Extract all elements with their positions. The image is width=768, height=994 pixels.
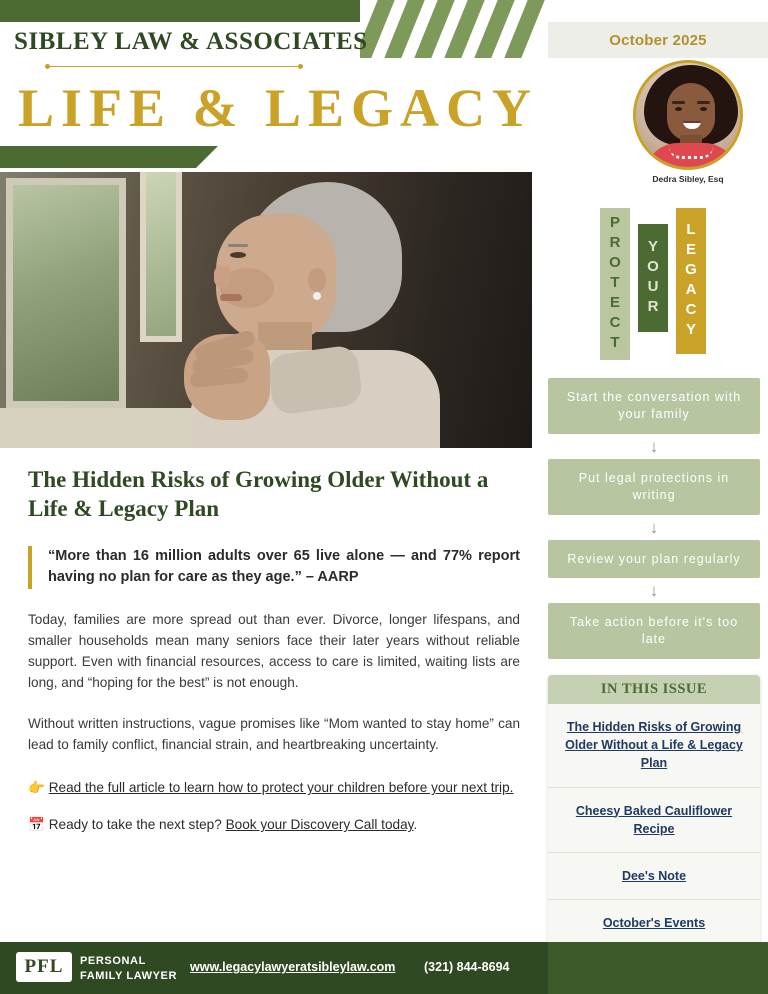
senior-woman-illustration (150, 182, 480, 448)
arrow-down-icon-1: ↓ (649, 436, 659, 456)
issue-item-label: October's Events (602, 915, 706, 930)
pfl-logo-subtitle (80, 954, 177, 984)
issue-item[interactable] (548, 788, 760, 853)
footer-phone[interactable]: (321) 844-8694 (424, 960, 510, 974)
masthead-diagonal-stripes (360, 0, 550, 58)
article-pullquote: “More than 16 million adults over 65 live alone — and 77% report having no plan for care as they age.” – AARP (28, 546, 520, 590)
step-1: Start the conversation with your family (548, 378, 760, 434)
avatar (633, 60, 743, 170)
calendar-icon: 📅 (28, 817, 45, 833)
window-shape (6, 178, 126, 408)
attorney-headshot-block (633, 60, 743, 182)
right-rail (548, 200, 760, 946)
footer (0, 942, 768, 994)
masthead-green-bar-bottom (0, 146, 196, 168)
hero-photo (0, 172, 532, 448)
masthead-green-bar-top (0, 0, 360, 22)
read-full-article-link[interactable]: Read the full article to learn how to protect your children before your next trip. (48, 780, 514, 796)
issue-item-label: Dee's Note (621, 868, 687, 883)
article-headline: The Hidden Risks of Growing Older Without a Life & Legacy Plan (28, 467, 489, 521)
footer-accent-panel (548, 942, 768, 994)
issue-item[interactable] (548, 853, 760, 900)
main-article (28, 466, 520, 833)
arrow-down-icon-3: ↓ (649, 581, 659, 601)
pfl-subtitle-line-1: PERSONAL (80, 955, 146, 967)
arrow-down-icon-2: ↓ (649, 517, 659, 537)
vertical-word-blocks (548, 200, 760, 360)
vertical-word-protect: PROTECT (600, 208, 630, 360)
step-3: Review your plan regularly (548, 540, 760, 579)
pfl-logo: PFL (16, 952, 72, 982)
article-paragraph-2: Without written instructions, vague promises like “Mom wanted to stay home” can lead to family conflict, financial strain, and heartbreaking uncertainty. (28, 716, 520, 753)
article-cta-1 (28, 777, 520, 799)
issue-item-label: Cheesy Baked Cauliflower Recipe (575, 803, 733, 836)
newsletter-title: LIFE & LEGACY (18, 78, 539, 138)
decorative-rule (48, 66, 300, 67)
discovery-call-prefix: Ready to take the next step? (48, 817, 226, 833)
vertical-word-legacy: LEGACY (676, 208, 706, 354)
in-this-issue-heading: IN THIS ISSUE (548, 675, 760, 704)
step-4: Take action before it's too late (548, 603, 760, 659)
footer-website-link[interactable]: www.legacylawyeratsibleylaw.com (190, 960, 396, 974)
in-this-issue-box (548, 675, 760, 946)
issue-item[interactable] (548, 900, 760, 946)
pointing-hand-icon: 👉 (28, 780, 45, 796)
article-paragraph-1: Today, families are more spread out than ever. Divorce, longer lifespans, and smaller households mean many seniors face their later years without reliable support. Even with financial resources, access to care is limited, waiting lists are long, and “hoping for the best” is not enough. (28, 612, 520, 691)
vertical-word-your: YOUR (638, 224, 668, 332)
pfl-subtitle-line-2: FAMILY LAWYER (80, 969, 178, 982)
issue-item[interactable] (548, 704, 760, 787)
discovery-call-suffix: . (413, 817, 418, 833)
step-2: Put legal protections in writing (548, 459, 760, 515)
book-discovery-call-link[interactable]: Book your Discovery Call today (225, 817, 414, 833)
issue-date: October 2025 (609, 31, 707, 49)
firm-name: SIBLEY LAW & ASSOCIATES (14, 28, 368, 55)
article-cta-2 (28, 817, 520, 833)
avatar-caption: Dedra Sibley, Esq (652, 174, 724, 184)
issue-item-label: The Hidden Risks of Growing Older Without a Life & Legacy Plan (565, 720, 743, 771)
